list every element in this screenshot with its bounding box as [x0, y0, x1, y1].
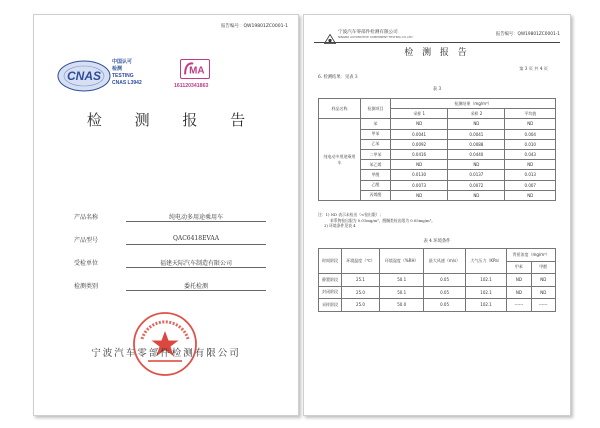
report-title: 检 测 报 告	[86, 111, 260, 129]
cma-number: 161120341863	[174, 83, 209, 89]
table-cell: 0.05	[424, 286, 466, 299]
table-cell: 甲醛	[361, 170, 391, 180]
table-cell: ND	[448, 160, 505, 170]
report-number: 报告编号：QW19801ZC0001-1	[221, 24, 288, 29]
table-cell: 102.1	[465, 299, 506, 312]
field-inspected-unit	[74, 258, 274, 268]
header-cell: 最大风速（m/s）	[424, 249, 466, 274]
table-cell: 二甲苯	[361, 149, 391, 159]
header-divider	[314, 42, 560, 43]
underline	[126, 244, 266, 245]
table-notes	[318, 212, 558, 229]
field-label: 受检单位	[74, 260, 99, 267]
header-cell: 采样 1	[391, 109, 448, 119]
field-value: QAC6418EVAA	[172, 235, 220, 242]
field-value: 纯电动多用途乘用车	[168, 214, 223, 221]
field-product-model	[74, 235, 274, 245]
page-number: 第 3 页 共 4 页	[519, 66, 548, 71]
note-line: 苯系物检出限为 0.01mg/m³，醛酮类检出限为 0.05mg/m³。	[330, 217, 435, 223]
note-line: 注：1) ND 表示未检出（<检出限）；	[318, 212, 384, 217]
header-cell: 时间阶段	[319, 249, 342, 274]
red-seal-stamp	[130, 309, 200, 379]
underline	[126, 290, 266, 291]
table-cell: 0.0088	[448, 139, 505, 149]
table-cell: ------	[531, 299, 555, 312]
table-3-caption: 表 3	[432, 87, 442, 92]
underline	[126, 221, 266, 222]
report-cover-page	[33, 14, 299, 416]
table-cell: 0.010	[505, 139, 556, 149]
table-cell: ND	[531, 274, 555, 287]
report-number: 报告编号：QW19801ZC0001-1	[496, 32, 560, 37]
table-cell: 25.0	[341, 286, 379, 299]
table-cell: ND	[507, 274, 531, 287]
header-cell: 背景浓度（mg/m³）	[507, 249, 556, 262]
header-cell: 甲苯	[507, 261, 531, 274]
table-cell: 0.0137	[448, 170, 505, 180]
table-cell: 50.0	[380, 299, 424, 312]
field-value: 委托检测	[183, 283, 208, 290]
table-cell: 甲苯	[361, 129, 391, 139]
lab-name: 宁波汽车零部件检测有限公司	[91, 348, 241, 359]
header-cell: 环境温度（℃）	[341, 249, 379, 274]
field-label: 产品型号	[74, 237, 99, 244]
table-cell: 封闭阶段	[319, 286, 342, 299]
table-cell: 0.0440	[448, 149, 505, 159]
org-logo-icon	[324, 29, 336, 39]
table-cell: ND	[391, 190, 448, 200]
cma-letters: MA	[189, 65, 205, 77]
table-cell: 0.05	[424, 299, 466, 312]
table-cell: 0.004	[505, 129, 556, 139]
cnas-line-1: 中国认可	[112, 59, 133, 65]
table-cell: 0.05	[424, 274, 466, 287]
header-cell: 检测结果（mg/m³）	[391, 99, 556, 109]
table-cell: ------	[507, 299, 531, 312]
cnas-accreditation-text	[112, 59, 142, 87]
table-cell: ND	[507, 286, 531, 299]
table-cell: 0.007	[505, 180, 556, 190]
table-cell: 0.0092	[391, 139, 448, 149]
page-title: 检 测 报 告	[404, 48, 470, 58]
header-cell: 大气压力（KPa）	[465, 249, 506, 274]
header-cell: 环境湿度（%RH）	[380, 249, 424, 274]
note-line: 2) 环境条件见表 4	[324, 223, 356, 228]
cma-logo	[180, 59, 210, 79]
table-cell: ND	[505, 119, 556, 129]
header-cell: 采样 2	[448, 109, 505, 119]
field-label: 检测类别	[74, 283, 99, 290]
table-cell: ND	[531, 286, 555, 299]
table-cell: ND	[391, 160, 448, 170]
table-cell: 102.1	[465, 286, 506, 299]
table-cell: 50.1	[380, 274, 424, 287]
table-cell: ND	[505, 190, 556, 200]
table-cell: 0.0073	[391, 180, 448, 190]
table-row	[319, 299, 556, 312]
table-cell: 0.0041	[391, 129, 448, 139]
environment-table	[318, 248, 556, 312]
table-cell: 乙醛	[361, 180, 391, 190]
table-cell: 乙苯	[361, 139, 391, 149]
table-cell: 采样阶段	[319, 299, 342, 312]
table-row	[319, 274, 556, 287]
table-4-caption: 表 4 环境条件	[423, 239, 451, 244]
underline	[126, 267, 266, 268]
table-cell: 0.0416	[391, 149, 448, 159]
table-cell: 0.0130	[391, 170, 448, 180]
field-product-name	[74, 212, 274, 222]
table-cell: 0.0072	[448, 180, 505, 190]
table-cell: 25.1	[341, 274, 379, 287]
org-name-cn: 宁波汽车零部件检测有限公司	[338, 30, 398, 35]
field-test-category	[74, 281, 274, 291]
table-cell: 苯乙烯	[361, 160, 391, 170]
cnas-word: CNAS	[66, 69, 102, 83]
table-cell: 丙烯醛	[361, 190, 391, 200]
table-cell: ND	[505, 160, 556, 170]
table-cell: 静置阶段	[319, 274, 342, 287]
table-cell: 102.1	[465, 274, 506, 287]
header-cell: 检测项目	[361, 99, 391, 119]
header-cell: 平均值	[505, 109, 556, 119]
cnas-line-2: 检测	[112, 66, 123, 72]
sample-name-cell: 纯电动多用途乘用车	[319, 119, 361, 201]
table-cell: ND	[448, 119, 505, 129]
header-cell: 甲醛	[531, 261, 555, 274]
report-results-page	[303, 14, 571, 416]
table-cell: ND	[448, 190, 505, 200]
org-name-en: NINGBO AUTOMOTIVE COMPONENT TESTING CO.,LTD	[338, 35, 413, 39]
cnas-line-4: CNAS L3942	[112, 80, 142, 86]
field-value: 福建天际汽车制造有限公司	[159, 260, 232, 267]
cnas-line-3: TESTING	[112, 73, 134, 79]
section-heading: 6. 检测结果：见表 3	[318, 75, 358, 80]
results-table	[318, 98, 556, 201]
table-cell: 0.043	[505, 149, 556, 159]
table-cell: 0.013	[505, 170, 556, 180]
table-cell: ND	[391, 119, 448, 129]
table-cell: 50.1	[380, 286, 424, 299]
table-cell: 25.0	[341, 299, 379, 312]
field-label: 产品名称	[74, 214, 99, 221]
header-cell: 样品名称	[319, 99, 361, 119]
table-cell: 苯	[361, 119, 391, 129]
table-row	[319, 286, 556, 299]
table-cell: 0.0041	[448, 129, 505, 139]
